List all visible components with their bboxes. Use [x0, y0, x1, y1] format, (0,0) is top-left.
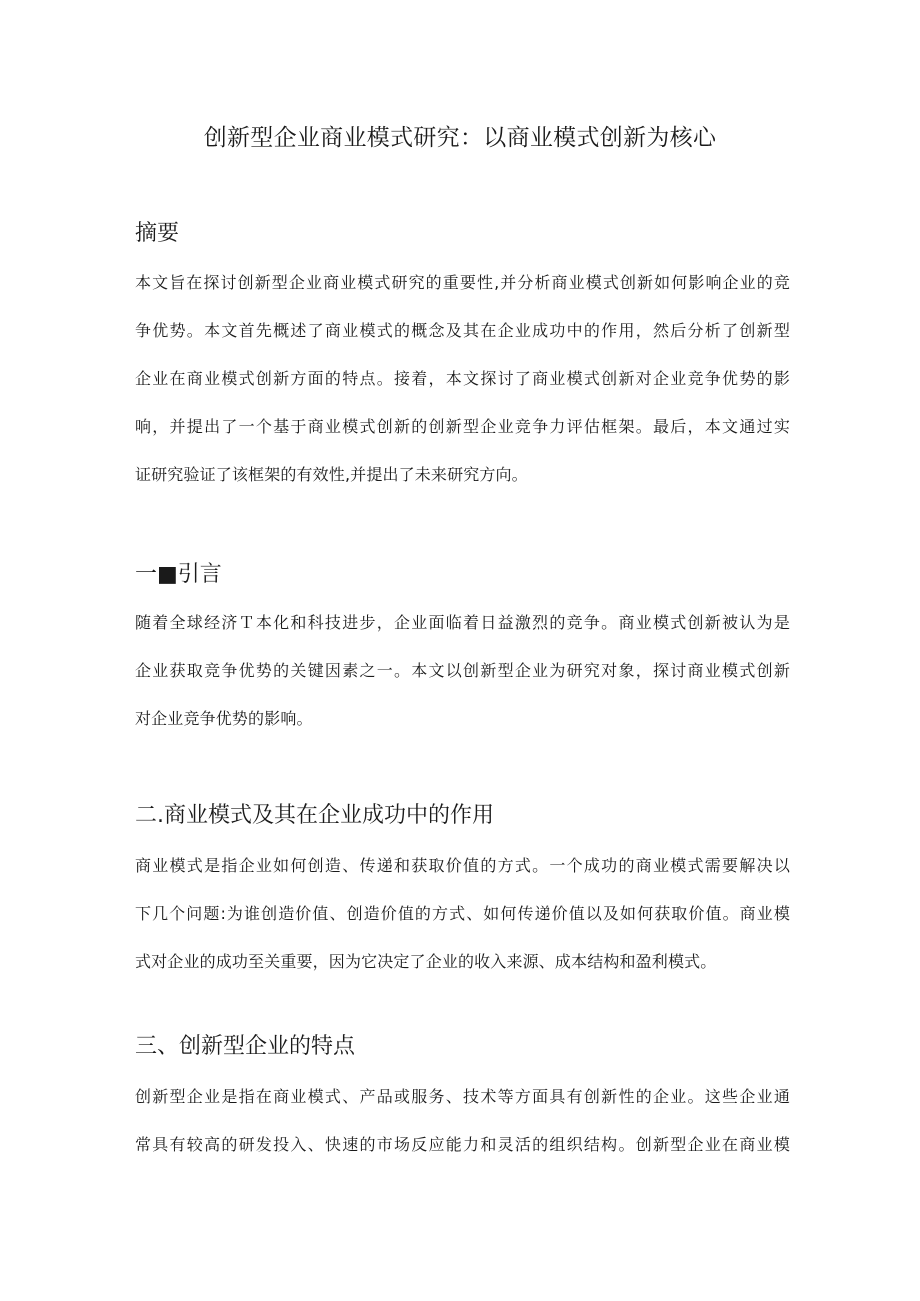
paragraph-line: 随着全球经济Ｔ本化和科技进步，企业面临着日益激烈的竞争。商业模式创新被认为是 [135, 613, 790, 632]
business-model-paragraph [135, 854, 790, 998]
paragraph-line: 企业在商业模式创新方面的特点。接着，本文探讨了商业模式创新对企业竞争优势的影 [135, 369, 790, 388]
document-title: 创新型企业商业模式研究：以商业模式创新为核心 [203, 125, 717, 151]
section-heading-abstract: 摘要 [135, 221, 180, 246]
section-heading-innovative-enterprise: 三、创新型企业的特点 [135, 1034, 356, 1059]
introduction-paragraph [135, 611, 790, 755]
paragraph-line: 证研究验证了该框架的有效性,并提出了未来研究方向。 [135, 465, 528, 484]
section-heading-business-model: 二.商业模式及其在企业成功中的作用 [135, 803, 494, 828]
paragraph-line: 下几个问题:为谁创造价值、创造价值的方式、如何传递价值以及如何获取价值。商业模 [135, 904, 790, 923]
paragraph-line: 企业获取竞争优势的关键因素之一。本文以创新型企业为研究对象，探讨商业模式创新 [135, 661, 790, 680]
paragraph-line: 式对企业的成功至关重要，因为它决定了企业的收入来源、成本结构和盈利模式。 [135, 952, 717, 971]
abstract-paragraph [135, 271, 790, 511]
section-heading-introduction: 一■引言 [135, 562, 222, 587]
paragraph-line: 商业模式是指企业如何创造、传递和获取价值的方式。一个成功的商业模式需要解决以 [135, 856, 790, 875]
paragraph-line: 创新型企业是指在商业模式、产品或服务、技术等方面具有创新性的企业。这些企业通 [135, 1087, 790, 1106]
paragraph-line: 争优势。本文首先概述了商业模式的概念及其在企业成功中的作用，然后分析了创新型 [135, 321, 790, 340]
paragraph-line: 对企业竞争优势的影响。 [135, 709, 313, 728]
innovative-enterprise-paragraph [135, 1085, 790, 1181]
paragraph-line: 响，并提出了一个基于商业模式创新的创新型企业竞争力评估框架。最后，本文通过实 [135, 417, 790, 436]
paragraph-line: 本文旨在探讨创新型企业商业模式研究的重要性,并分析商业模式创新如何影响企业的竞 [135, 273, 790, 292]
paragraph-line: 常具有较高的研发投入、快速的市场反应能力和灵活的组织结构。创新型企业在商业模 [135, 1135, 790, 1154]
